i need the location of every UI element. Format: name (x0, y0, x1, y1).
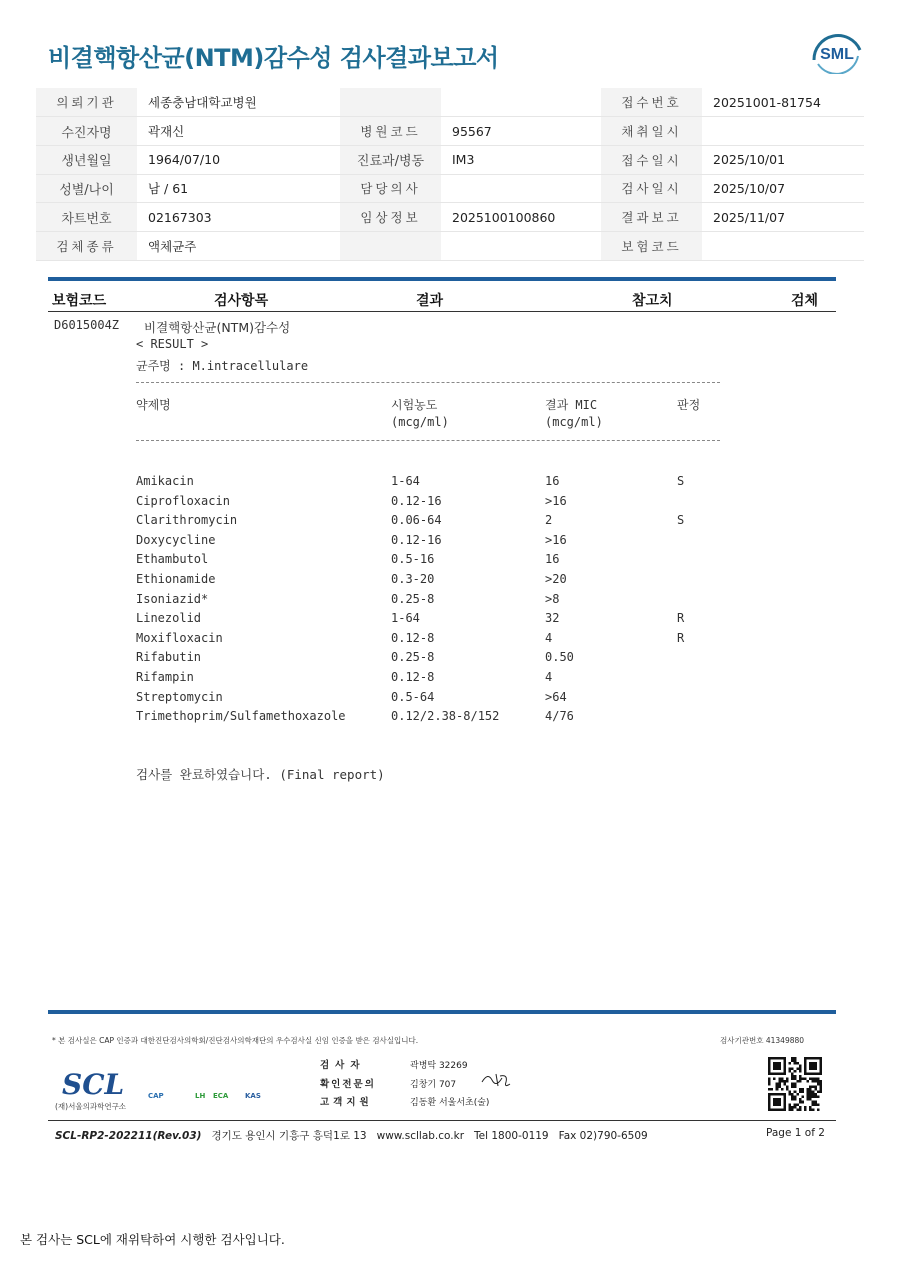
col-result: 결과 (416, 293, 444, 309)
cap-logo: CAP (148, 1092, 164, 1100)
info-value (441, 174, 601, 203)
test-name: 비결핵항산균(NTM)감수성 (144, 320, 291, 335)
drug-range: 0.12-8 (391, 630, 435, 645)
form-code: SCL-RP2-202211(Rev.03) (55, 1130, 202, 1142)
info-value: 02167303 (137, 203, 340, 232)
result-label: < RESULT > (136, 337, 209, 351)
drug-name: Clarithromycin (136, 513, 238, 528)
drug-range: 1-64 (391, 611, 420, 626)
drug-name: Rifabutin (136, 650, 202, 665)
info-value: 1964/07/10 (137, 145, 340, 174)
conc-unit: (mcg/ml) (391, 415, 449, 429)
info-label: 의뢰기관 (36, 88, 137, 117)
info-label: 검사일시 (601, 174, 702, 203)
drug-name: Linezolid (136, 611, 202, 626)
drug-mic: >64 (545, 689, 567, 704)
drug-interpretation: R (677, 630, 685, 645)
info-value: 남 / 61 (137, 174, 340, 203)
info-row (36, 174, 864, 203)
specialist-label: 확인전문의 (320, 1079, 376, 1090)
eca-logo: ECA (213, 1092, 229, 1100)
support-value: 김동환 서울서초(술) (410, 1098, 490, 1108)
drug-mic: 0.50 (545, 650, 574, 665)
info-label: 진료과/병동 (340, 145, 441, 174)
qr-code (768, 1057, 822, 1111)
specialist-value: 김창기 707 (410, 1080, 457, 1090)
drug-header: 약제명 (136, 398, 171, 412)
info-label: 병원코드 (340, 117, 441, 146)
support-label: 고객지원 (320, 1097, 373, 1108)
drug-name: Doxycycline (136, 532, 216, 547)
col-reference: 참고치 (632, 293, 673, 309)
page-number: Page 1 of 2 (766, 1127, 825, 1139)
info-label: 보험코드 (601, 231, 702, 260)
info-label: 채취일시 (601, 117, 702, 146)
examiner-label: 검사자 (320, 1060, 366, 1071)
report-title: 비결핵항산균(NTM)감수성 검사결과보고서 (48, 44, 499, 72)
info-label: 성별/나이 (36, 174, 137, 203)
info-label: 수진자명 (36, 117, 137, 146)
scl-institute-name: (재)서울의과학연구소 (55, 1102, 127, 1111)
drug-mic: 32 (545, 611, 560, 626)
drug-range: 0.12-16 (391, 532, 442, 547)
column-rule (48, 311, 836, 312)
info-row (36, 231, 864, 260)
info-row (36, 88, 864, 117)
drug-range: 1-64 (391, 474, 420, 488)
info-value: 2025/11/07 (702, 203, 864, 232)
info-label: 접수번호 (601, 88, 702, 117)
info-label: 접수일시 (601, 145, 702, 174)
lab-tel: Tel 1800-0119 (474, 1130, 549, 1142)
col-test-item: 검사항목 (214, 293, 269, 309)
drug-name: Ethionamide (136, 572, 216, 586)
drug-interpretation: S (677, 474, 685, 488)
info-value (702, 117, 864, 146)
drug-name: Trimethoprim/Sulfamethoxazole (136, 709, 346, 724)
drug-range: 0.25-8 (391, 591, 435, 606)
drug-mic: 4/76 (545, 709, 574, 724)
mic-header: 결과 MIC (545, 398, 598, 412)
mic-unit: (mcg/ml) (545, 415, 603, 429)
header-rule (48, 277, 836, 281)
info-value: 액체균주 (137, 231, 340, 260)
info-value: 세종충남대학교병원 (137, 88, 340, 117)
info-value: 20251001-81754 (702, 88, 864, 117)
kas-logo: KAS (245, 1092, 261, 1100)
drug-range: 0.12-16 (391, 493, 442, 508)
footer-rule (48, 1010, 836, 1014)
sml-logo-text: SML (820, 46, 854, 63)
lab-website: www.scllab.co.kr (376, 1130, 465, 1142)
info-value (702, 231, 864, 260)
drug-range: 0.25-8 (391, 650, 435, 665)
drug-mic: 2 (545, 513, 553, 528)
lab-address: 경기도 용인시 기흥구 흥덕1로 13 (211, 1130, 367, 1142)
info-row (36, 145, 864, 174)
insurance-code: D6015004Z (54, 318, 120, 332)
drug-range: 0.3-20 (391, 572, 435, 586)
conc-header: 시험농도 (391, 398, 438, 412)
lab-fax: Fax 02)790-6509 (558, 1130, 648, 1142)
drug-range: 0.12-8 (391, 670, 435, 684)
drug-name: Ethambutol (136, 552, 209, 567)
dashed-rule (136, 382, 720, 383)
drug-mic: 16 (545, 552, 560, 567)
interp-header: 판정 (677, 398, 701, 412)
info-label (340, 88, 441, 117)
scl-logo: SCL (62, 1068, 125, 1101)
organism-label: 균주명 : M.intracellulare (136, 359, 309, 373)
drug-mic: >20 (545, 572, 567, 586)
lh-logo: LH (195, 1092, 206, 1100)
info-value (441, 231, 601, 260)
drug-name: Amikacin (136, 474, 194, 488)
certification-note: * 본 검사실은 CAP 인증과 대한진단검사의학회/진단검사의학재단의 우수검사실 신임 인증을 받은 검사실입니다. (52, 1036, 419, 1045)
info-value: 95567 (441, 117, 601, 146)
col-insurance-code: 보험코드 (52, 293, 107, 309)
dashed-rule (136, 440, 720, 441)
info-value: 2025/10/01 (702, 145, 864, 174)
col-specimen: 검체 (791, 293, 819, 309)
examiner-value: 곽병탁 32269 (410, 1061, 468, 1071)
drug-interpretation: S (677, 513, 685, 528)
sml-logo (810, 30, 864, 74)
patient-info-table (36, 88, 864, 261)
drug-range: 0.5-16 (391, 552, 435, 567)
lab-number: 검사기관번호 41349880 (720, 1036, 805, 1045)
info-value: 곽재신 (137, 117, 340, 146)
drug-mic: 4 (545, 630, 553, 645)
lab-contact-line (55, 1128, 648, 1143)
drug-mic: 4 (545, 670, 553, 684)
drug-mic: >16 (545, 493, 567, 508)
info-value: 2025/10/07 (702, 174, 864, 203)
info-value: 2025100100860 (441, 203, 601, 232)
drug-interpretation: R (677, 611, 685, 626)
signature-mark (480, 1070, 514, 1090)
drug-range: 0.12/2.38-8/152 (391, 709, 500, 724)
drug-mic: >8 (545, 591, 560, 606)
info-value (441, 88, 601, 117)
final-report-note: 검사를 완료하였습니다. (Final report) (136, 767, 385, 782)
info-row (36, 117, 864, 146)
bottom-rule (48, 1120, 836, 1121)
info-value: IM3 (441, 145, 601, 174)
info-label: 검체종류 (36, 231, 137, 260)
drug-range: 0.06-64 (391, 513, 442, 528)
drug-name: Streptomycin (136, 689, 223, 704)
drug-range: 0.5-64 (391, 689, 435, 704)
info-label (340, 231, 441, 260)
info-label: 임상정보 (340, 203, 441, 232)
info-label: 생년월일 (36, 145, 137, 174)
drug-name: Isoniazid* (136, 591, 209, 606)
info-label: 차트번호 (36, 203, 137, 232)
drug-mic: 16 (545, 474, 560, 488)
outsource-note: 본 검사는 SCL에 재위탁하여 시행한 검사입니다. (20, 1232, 285, 1247)
info-label: 결과보고 (601, 203, 702, 232)
drug-name: Rifampin (136, 670, 194, 684)
drug-name: Moxifloxacin (136, 630, 223, 645)
info-label: 담당의사 (340, 174, 441, 203)
info-row (36, 203, 864, 232)
drug-name: Ciprofloxacin (136, 493, 230, 508)
drug-mic: >16 (545, 532, 567, 547)
